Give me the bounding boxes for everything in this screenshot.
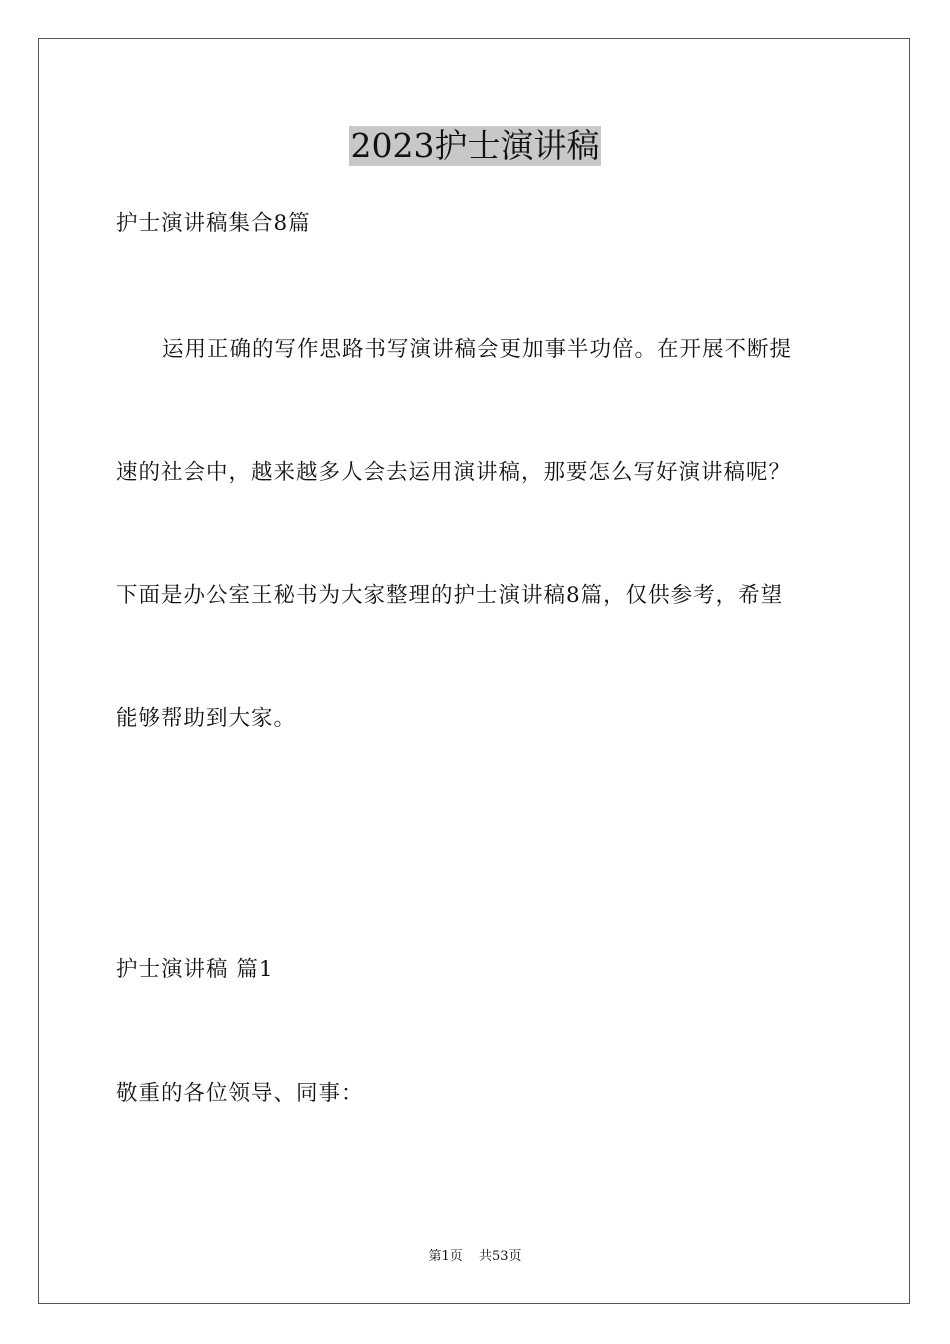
salutation: 敬重的各位领导、同事： — [116, 1081, 364, 1106]
page-total: 共53页 — [478, 1249, 522, 1264]
page-number: 第1页 — [428, 1249, 463, 1264]
document-subtitle: 护士演讲稿集合8篇 — [116, 211, 311, 236]
document-title: 2023护士演讲稿 — [350, 126, 600, 165]
paragraph-line-1: 运用正确的写作思路书写演讲稿会更加事半功倍。在开展不断提 — [162, 337, 793, 362]
paragraph-line-3: 下面是办公室王秘书为大家整理的护士演讲稿8篇，仅供参考，希望 — [116, 583, 784, 608]
section-heading: 护士演讲稿 篇1 — [116, 957, 274, 982]
title-container — [0, 126, 950, 166]
paragraph-line-2: 速的社会中，越来越多人会去运用演讲稿，那要怎么写好演讲稿呢？ — [116, 460, 792, 485]
paragraph-line-4: 能够帮助到大家。 — [116, 706, 297, 731]
page-footer — [0, 1248, 950, 1266]
